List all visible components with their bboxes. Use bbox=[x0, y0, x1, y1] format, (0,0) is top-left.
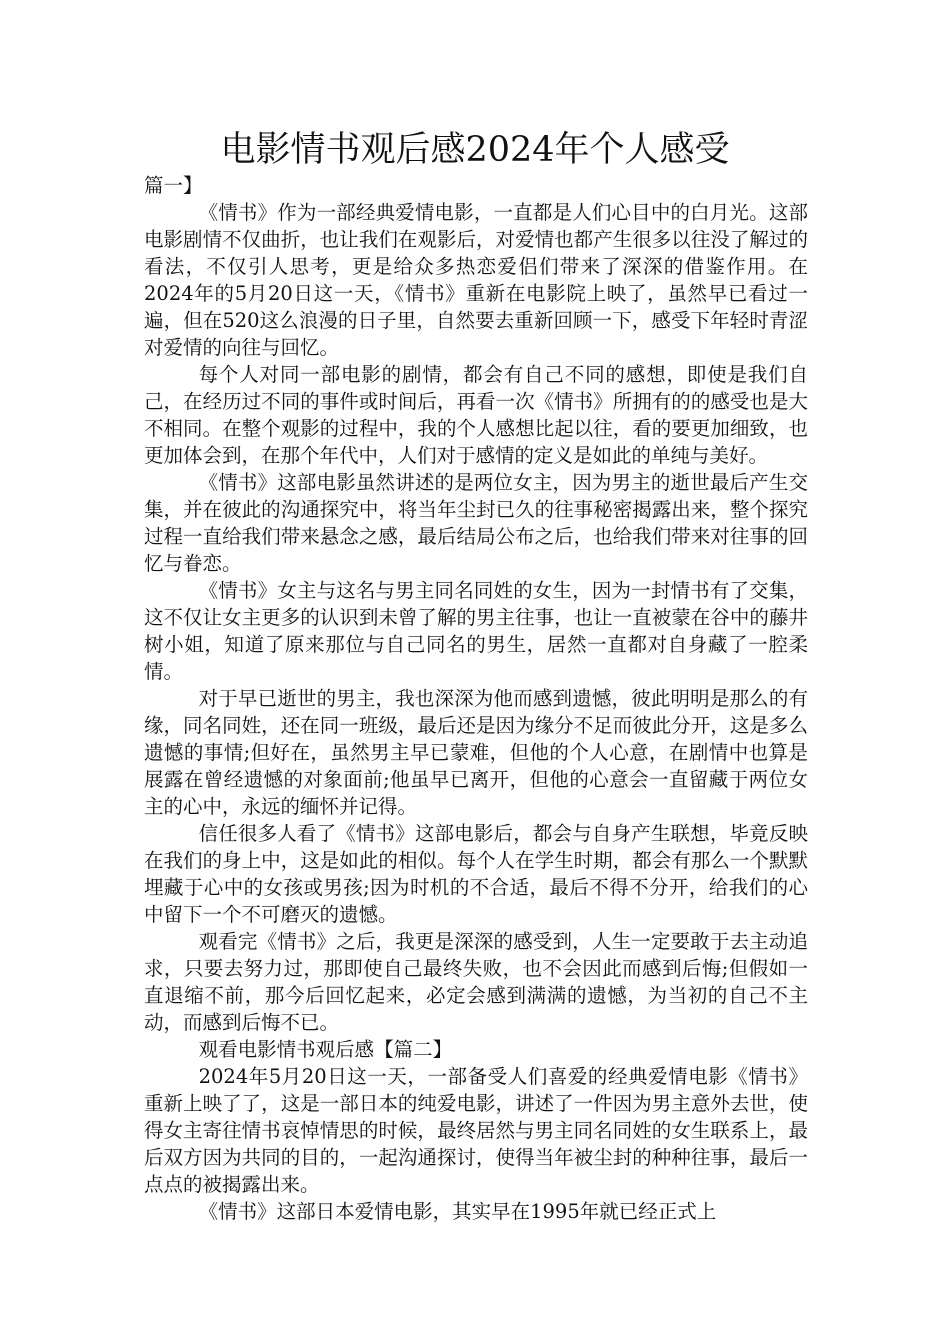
section-one-label: 篇一】 bbox=[144, 174, 203, 197]
section-two-heading: 观看电影情书观后感【篇二】 bbox=[198, 1038, 453, 1061]
paragraph: 每个人对同一部电影的剧情，都会有自己不同的感想，即使是我们自己，在经历过不同的事件或时间后，再看一次《情书》所拥有的的感受也是大不相同。在整个观影的过程中，我的个人感想比起以往，看的要更加细致，也更加体会到，在那个年代中，人们对于感情的定义是如此的单纯与美好。 bbox=[144, 363, 808, 467]
document-body bbox=[144, 172, 808, 1225]
paragraph: 《情书》女主与这名与男主同名同姓的女生，因为一封情书有了交集，这不仅让女主更多的认识到未曾了解的男主往事，也让一直被蒙在谷中的藤井树小姐，知道了原来那位与自己同名的男生，居然一直都对自身藏了一腔柔情。 bbox=[144, 579, 808, 683]
paragraph: 《情书》作为一部经典爱情电影，一直都是人们心目中的白月光。这部电影剧情不仅曲折，也让我们在观影后，对爱情也都产生很多以往没了解过的看法，不仅引人思考，更是给众多热恋爱侣们带来了深深的借鉴作用。在2024年的5月20日这一天，《情书》重新在电影院上映了，虽然早已看过一遍，但在520这么浪漫的日子里，自然要去重新回顾一下，感受下年轻时青涩对爱情的向往与回忆。 bbox=[144, 201, 808, 359]
paragraph: 2024年5月20日这一天，一部备受人们喜爱的经典爱情电影《情书》重新上映了了，这是一部日本的纯爱电影，讲述了一件因为男主意外去世，使得女主寄往情书哀悼情思的时候，最终居然与男主同名同姓的女生联系上，最后双方因为共同的目的，一起沟通探讨，使得当年被尘封的种种往事，最后一点点的被揭露出来。 bbox=[144, 1065, 808, 1196]
paragraph: 观看完《情书》之后，我更是深深的感受到，人生一定要敢于去主动追求，只要去努力过，那即使自己最终失败，也不会因此而感到后悔;但假如一直退缩不前，那今后回忆起来，必定会感到满满的遗憾，为当初的自己不主动，而感到后悔不已。 bbox=[144, 930, 808, 1034]
paragraph: 《情书》这部日本爱情电影，其实早在1995年就已经正式上 bbox=[198, 1200, 717, 1223]
paragraph: 对于早已逝世的男主，我也深深为他而感到遗憾，彼此明明是那么的有缘，同名同姓，还在同一班级，最后还是因为缘分不足而彼此分开，这是多么遗憾的事情;但好在，虽然男主早已蒙难，但他的个人心意，在剧情中也算是展露在曾经遗憾的对象面前;他虽早已离开，但他的心意会一直留藏于两位女主的心中，永远的缅怀并记得。 bbox=[144, 687, 808, 818]
document-title: 电影情书观后感2024年个人感受 bbox=[220, 130, 730, 170]
paragraph: 《情书》这部电影虽然讲述的是两位女主，因为男主的逝世最后产生交集，并在彼此的沟通探究中，将当年尘封已久的往事秘密揭露出来，整个探究过程一直给我们带来悬念之感，最后结局公布之后，也给我们带来对往事的回忆与眷恋。 bbox=[144, 471, 808, 575]
paragraph: 信任很多人看了《情书》这部电影后，都会与自身产生联想，毕竟反映在我们的身上中，这是如此的相似。每个人在学生时期，都会有那么一个默默埋藏于心中的女孩或男孩;因为时机的不合适，最后不得不分开，给我们的心中留下一个不可磨灭的遗憾。 bbox=[144, 822, 808, 926]
